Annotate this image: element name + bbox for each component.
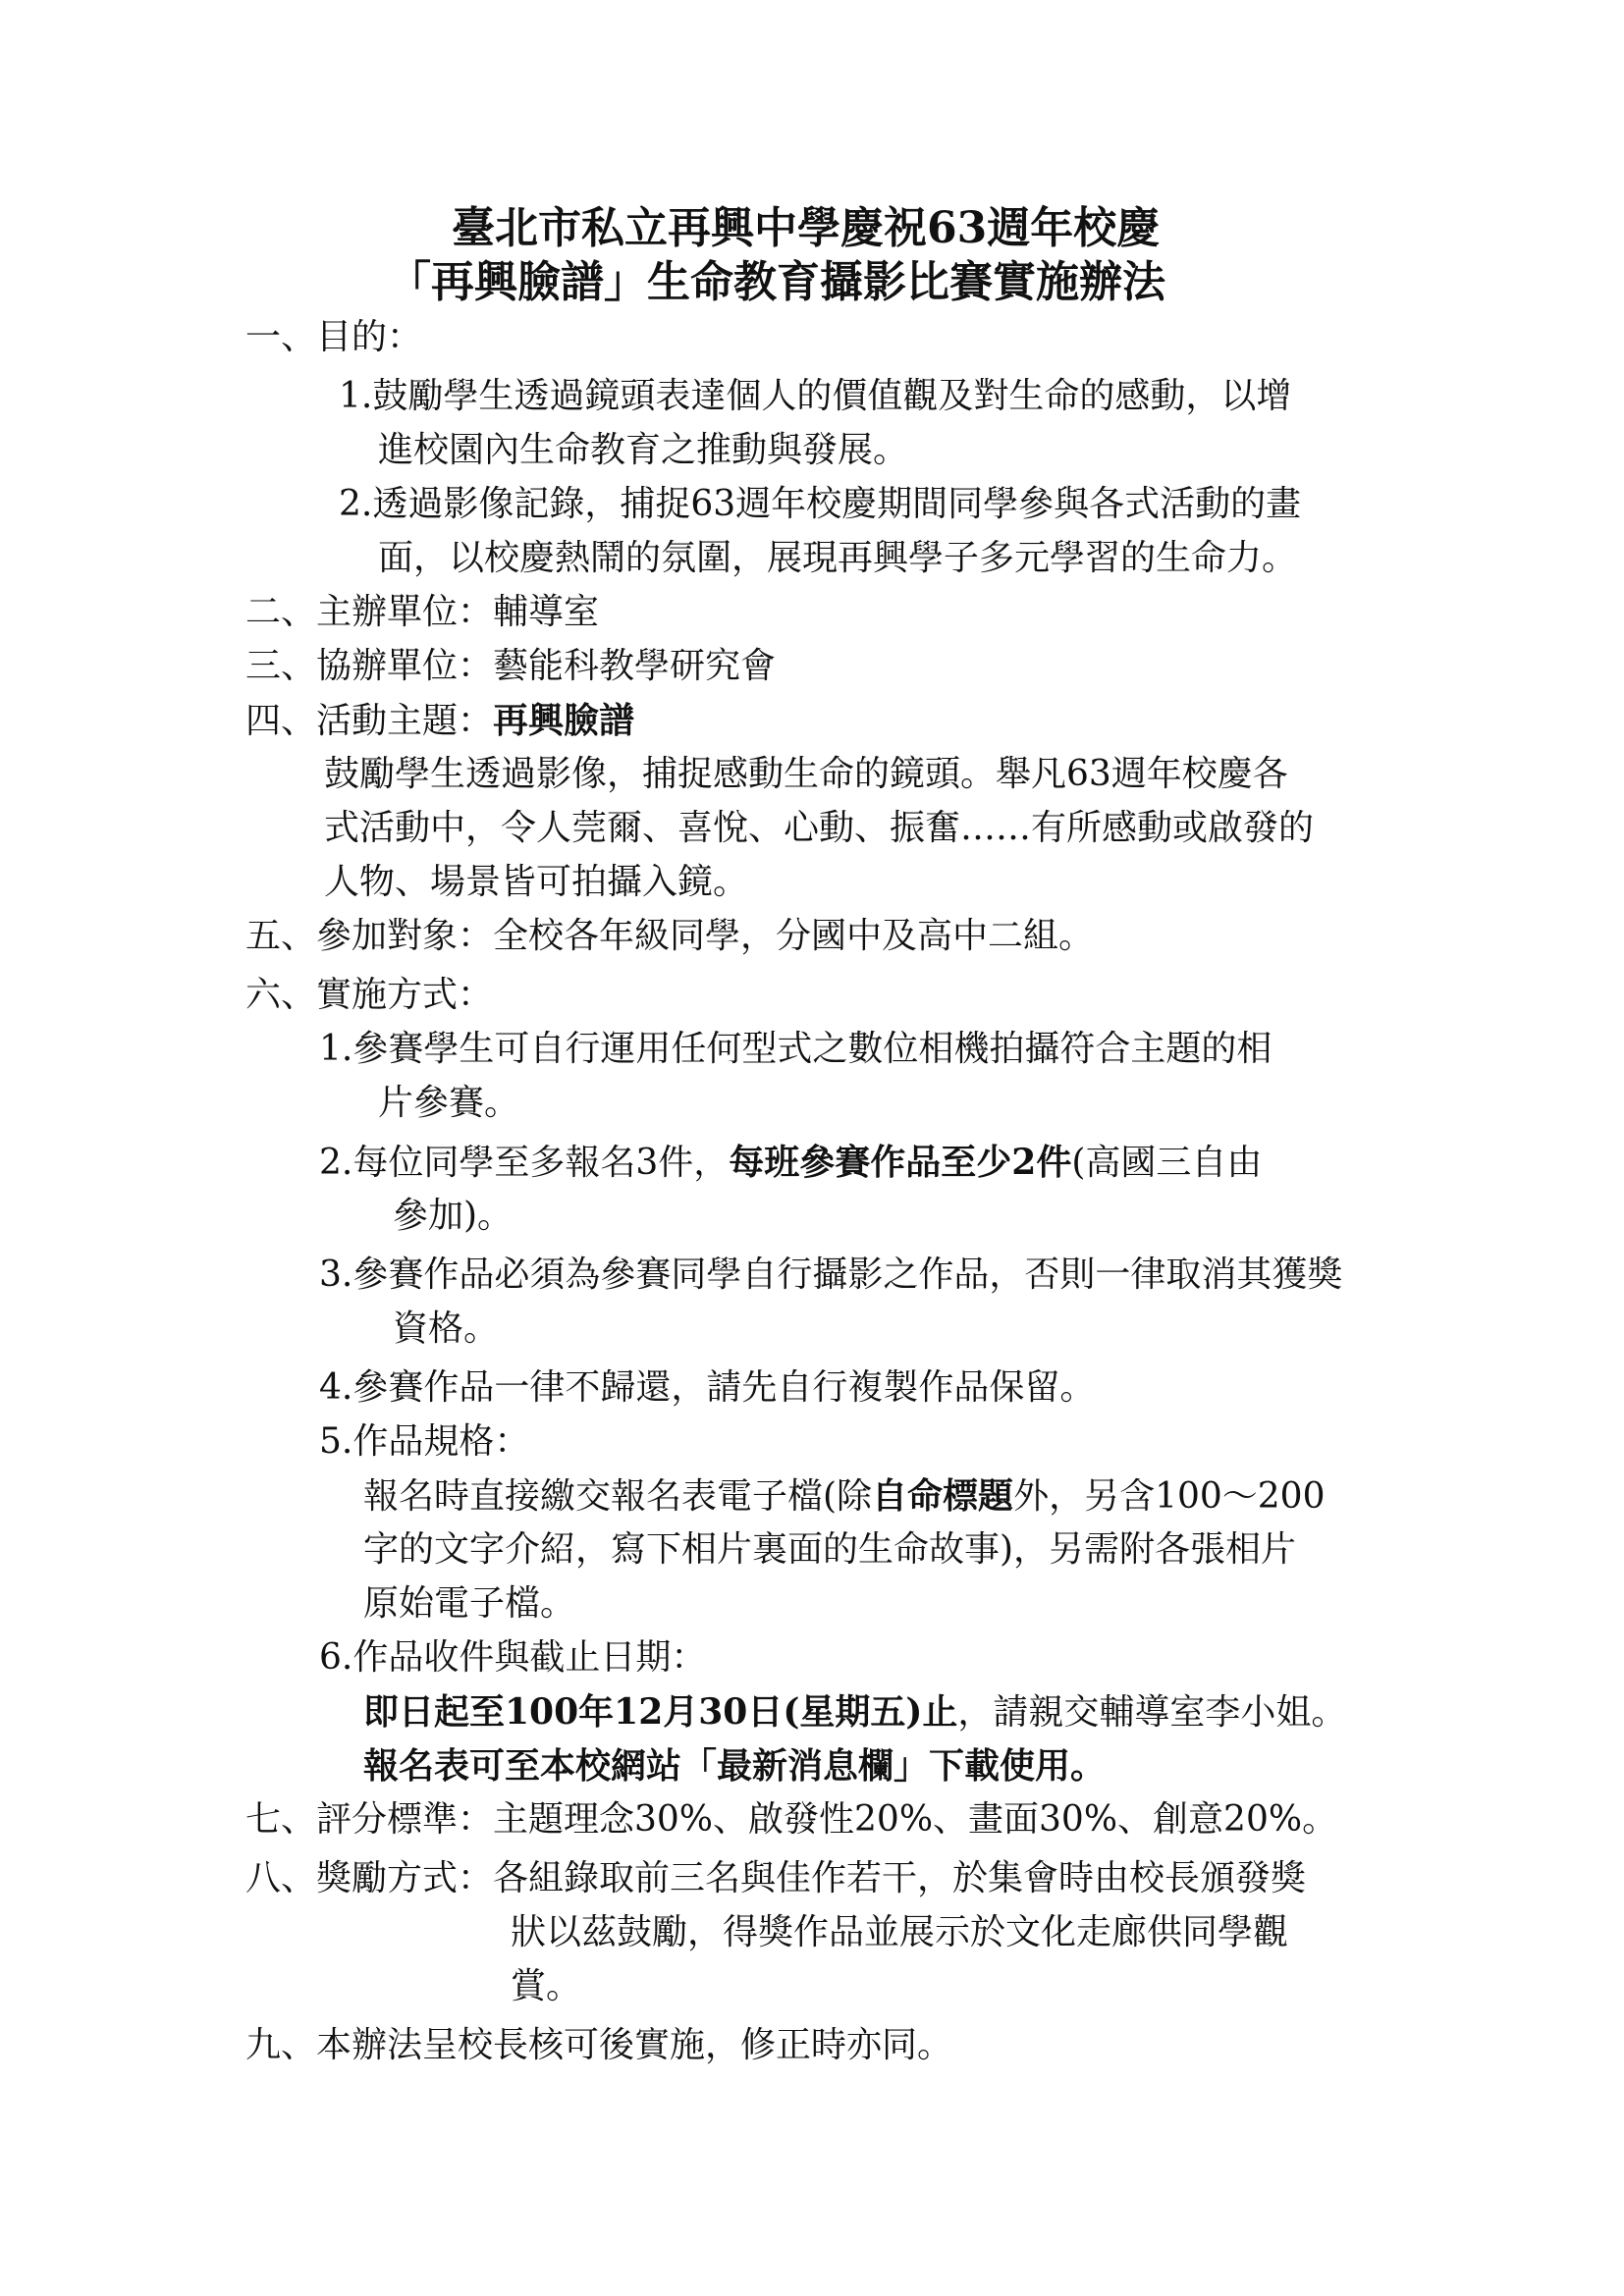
s6-item-6-download-bold: 報名表可至本校網站「最新消息欄」下載使用。 [363,1745,1107,1787]
s6-item-2-part-a: 2.每位同學至多報名3件， [319,1143,730,1183]
s6-item-2-line-1 [319,1139,1262,1187]
s6-item-1-line-1: 1.參賽學生可自行運用任何型式之數位相機拍攝符合主題的相 [319,1029,1272,1069]
s6-item-6-deadline [363,1688,1346,1736]
s6-item-5: 5.作品規格： [319,1421,530,1462]
s4-theme-bold: 再興臉譜 [493,700,635,741]
section-9-heading: 九、本辦法呈校長核可後實施，修正時亦同。 [245,2025,953,2065]
s6-item-6-deadline-rest: ，請親交輔導室李小姐。 [957,1692,1347,1733]
section-1-heading: 一、目的： [245,317,423,357]
title-line-1: 臺北市私立再興中學慶祝63週年校慶 [452,203,1161,253]
section-8-line-1: 八、獎勵方式：各組錄取前三名與佳作若干，於集會時由校長頒發獎 [245,1858,1307,1898]
s1-item-1-line-1: 1.鼓勵學生透過鏡頭表達個人的價值觀及對生命的感動，以增 [339,376,1292,416]
s4-paragraph-line-1: 鼓勵學生透過影像，捕捉感動生命的鏡頭。舉凡63週年校慶各 [324,754,1288,794]
s6-item-3-line-2: 資格。 [393,1308,500,1349]
s6-item-4: 4.參賽作品一律不歸還，請先自行複製作品保留。 [319,1367,1096,1408]
s1-item-2-line-2: 面，以校慶熱鬧的氛圍，展現再興學子多元學習的生命力。 [378,538,1298,578]
s6-item-6: 6.作品收件與截止日期： [319,1637,707,1678]
title-line-2: 「再興臉譜」生命教育攝影比賽實施辦法 [388,257,1165,307]
s6-item-3-line-1: 3.參賽作品必須為參賽同學自行攝影之作品，否則一律取消其獲獎 [319,1255,1343,1295]
section-4-heading [245,697,634,745]
s6-item-2-line-2: 參加)。 [393,1196,514,1236]
s6-item-5-para-3: 原始電子檔。 [363,1583,576,1624]
section-7-heading: 七、評分標準：主題理念30%、啟發性20%、畫面30%、創意20%。 [245,1799,1338,1840]
section-8-line-3: 賞。 [511,1966,582,2006]
s6-item-1-line-2: 片參賽。 [378,1083,520,1123]
section-8-line-2: 狀以茲鼓勵，得獎作品並展示於文化走廊供同學觀 [511,1912,1289,1952]
section-3-heading: 三、協辦單位：藝能科教學研究會 [245,646,777,686]
section-5-heading: 五、參加對象：全校各年級同學，分國中及高中二組。 [245,916,1095,956]
s6-item-5-para-2: 字的文字介紹，寫下相片裏面的生命故事)，另需附各張相片 [363,1529,1297,1570]
s1-item-1-line-2: 進校園內生命教育之推動與發展。 [378,430,909,470]
s6-item-5-part-c: 外，另含100～200 [1013,1476,1326,1517]
s6-item-5-part-a: 報名時直接繳交報名表電子檔(除 [363,1476,873,1517]
section-6-heading: 六、實施方式： [245,975,494,1015]
s4-heading-prefix: 四、活動主題： [245,701,494,741]
s6-item-6-deadline-bold: 即日起至100年12月30日(星期五)止 [363,1691,958,1733]
s6-item-2-part-c: (高國三自由 [1071,1143,1263,1183]
s6-item-6-download-note [363,1742,1106,1790]
s4-paragraph-line-3: 人物、場景皆可拍攝入鏡。 [324,862,749,902]
s6-item-5-para-1 [363,1472,1326,1521]
s1-item-2-line-1: 2.透過影像記錄，捕捉63週年校慶期間同學參與各式活動的畫 [339,484,1302,524]
section-2-heading: 二、主辦單位：輔導室 [245,592,600,632]
s6-item-5-bold: 自命標題 [872,1475,1014,1517]
s4-paragraph-line-2: 式活動中，令人莞爾、喜悅、心動、振奮……有所感動或啟發的 [324,808,1315,848]
s6-item-2-bold: 每班參賽作品至少2件 [729,1142,1072,1183]
